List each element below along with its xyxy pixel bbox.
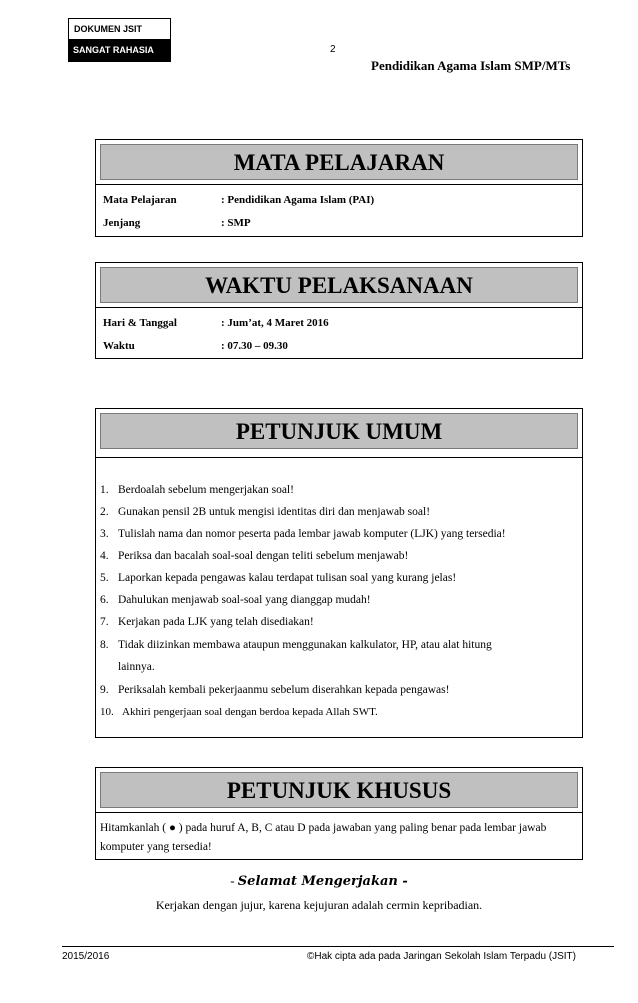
item-number: 1. xyxy=(100,484,109,496)
row-label: Hari & Tanggal xyxy=(103,317,177,329)
item-text: Periksalah kembali pekerjaanmu sebelum diserahkan kepada pengawas! xyxy=(118,684,450,696)
item-text: Tidak diizinkan membawa ataupun menggunakan kalkulator, HP, atau alat hitung xyxy=(118,639,492,651)
item-text: Dahulukan menjawab soal-soal yang dianggap mudah! xyxy=(118,594,371,606)
section-divider xyxy=(96,307,582,308)
waktu-title: WAKTU PELAKSANAAN xyxy=(100,267,578,303)
item-number: 5. xyxy=(100,572,109,584)
item-text: Berdoalah sebelum mengerjakan soal! xyxy=(118,484,294,496)
closing-greeting xyxy=(0,873,638,889)
header-subject-title: Pendidikan Agama Islam SMP/MTs xyxy=(371,58,571,73)
row-value: : 07.30 – 09.30 xyxy=(221,340,288,352)
footer-divider xyxy=(62,946,614,947)
document-label xyxy=(68,18,171,62)
item-number: 3. xyxy=(100,528,109,540)
petunjuk-umum-title: PETUNJUK UMUM xyxy=(100,413,578,449)
section-divider xyxy=(96,812,582,813)
footer-year: 2015/2016 xyxy=(62,951,110,962)
petunjuk-khusus-title: PETUNJUK KHUSUS xyxy=(100,772,578,808)
petunjuk-umum-section xyxy=(95,408,583,738)
petunjuk-khusus-section xyxy=(95,767,583,860)
row-value: : Pendidikan Agama Islam (PAI) xyxy=(221,194,375,206)
mata-pelajaran-title: MATA PELAJARAN xyxy=(100,144,578,180)
item-number: 8. xyxy=(100,639,109,651)
item-number: 6. xyxy=(100,594,109,606)
secret-label-text: SANGAT RAHASIA xyxy=(69,40,170,61)
item-text: Laporkan kepada pengawas kalau terdapat tulisan soal yang kurang jelas! xyxy=(118,572,457,584)
greeting-dash: - xyxy=(230,873,235,888)
row-value: : SMP xyxy=(221,217,251,229)
item-text: Periksa dan bacalah soal-soal dengan teliti sebelum menjawab! xyxy=(118,550,409,562)
row-label: Waktu xyxy=(103,340,135,352)
row-label: Mata Pelajaran xyxy=(103,194,177,206)
closing-advice: Kerjakan dengan jujur, karena kejujuran adalah cermin kepribadian. xyxy=(155,898,483,912)
item-text: lainnya. xyxy=(118,661,155,673)
doc-label-text: DOKUMEN JSIT xyxy=(69,19,170,40)
item-number: 7. xyxy=(100,616,109,628)
footer-copyright: ©Hak cipta ada pada Jaringan Sekolah Islam Terpadu (JSIT) xyxy=(307,951,576,962)
item-number: 10. xyxy=(100,706,114,718)
petunjuk-khusus-text: Hitamkanlah ( ● ) pada huruf A, B, C atau D pada jawaban yang paling benar pada lembar jawab komputer yang tersedia! xyxy=(100,822,547,853)
section-divider xyxy=(96,457,582,458)
section-divider xyxy=(96,184,582,185)
item-text: Kerjakan pada LJK yang telah disediakan! xyxy=(118,616,314,628)
item-text: Gunakan pensil 2B untuk mengisi identitas diri dan menjawab soal! xyxy=(118,506,431,518)
greeting-text: Selamat Mengerjakan - xyxy=(237,874,408,889)
row-label: Jenjang xyxy=(103,217,141,229)
item-number: 2. xyxy=(100,506,109,518)
waktu-section xyxy=(95,262,583,359)
mata-pelajaran-section xyxy=(95,139,583,237)
item-number: 4. xyxy=(100,550,109,562)
item-text: Akhiri pengerjaan soal dengan berdoa kepada Allah SWT. xyxy=(122,706,378,718)
row-value: : Jum’at, 4 Maret 2016 xyxy=(221,317,329,329)
item-text: Tulislah nama dan nomor peserta pada lembar jawab komputer (LJK) yang tersedia! xyxy=(118,528,506,540)
page-number: 2 xyxy=(330,44,336,55)
item-number: 9. xyxy=(100,684,109,696)
